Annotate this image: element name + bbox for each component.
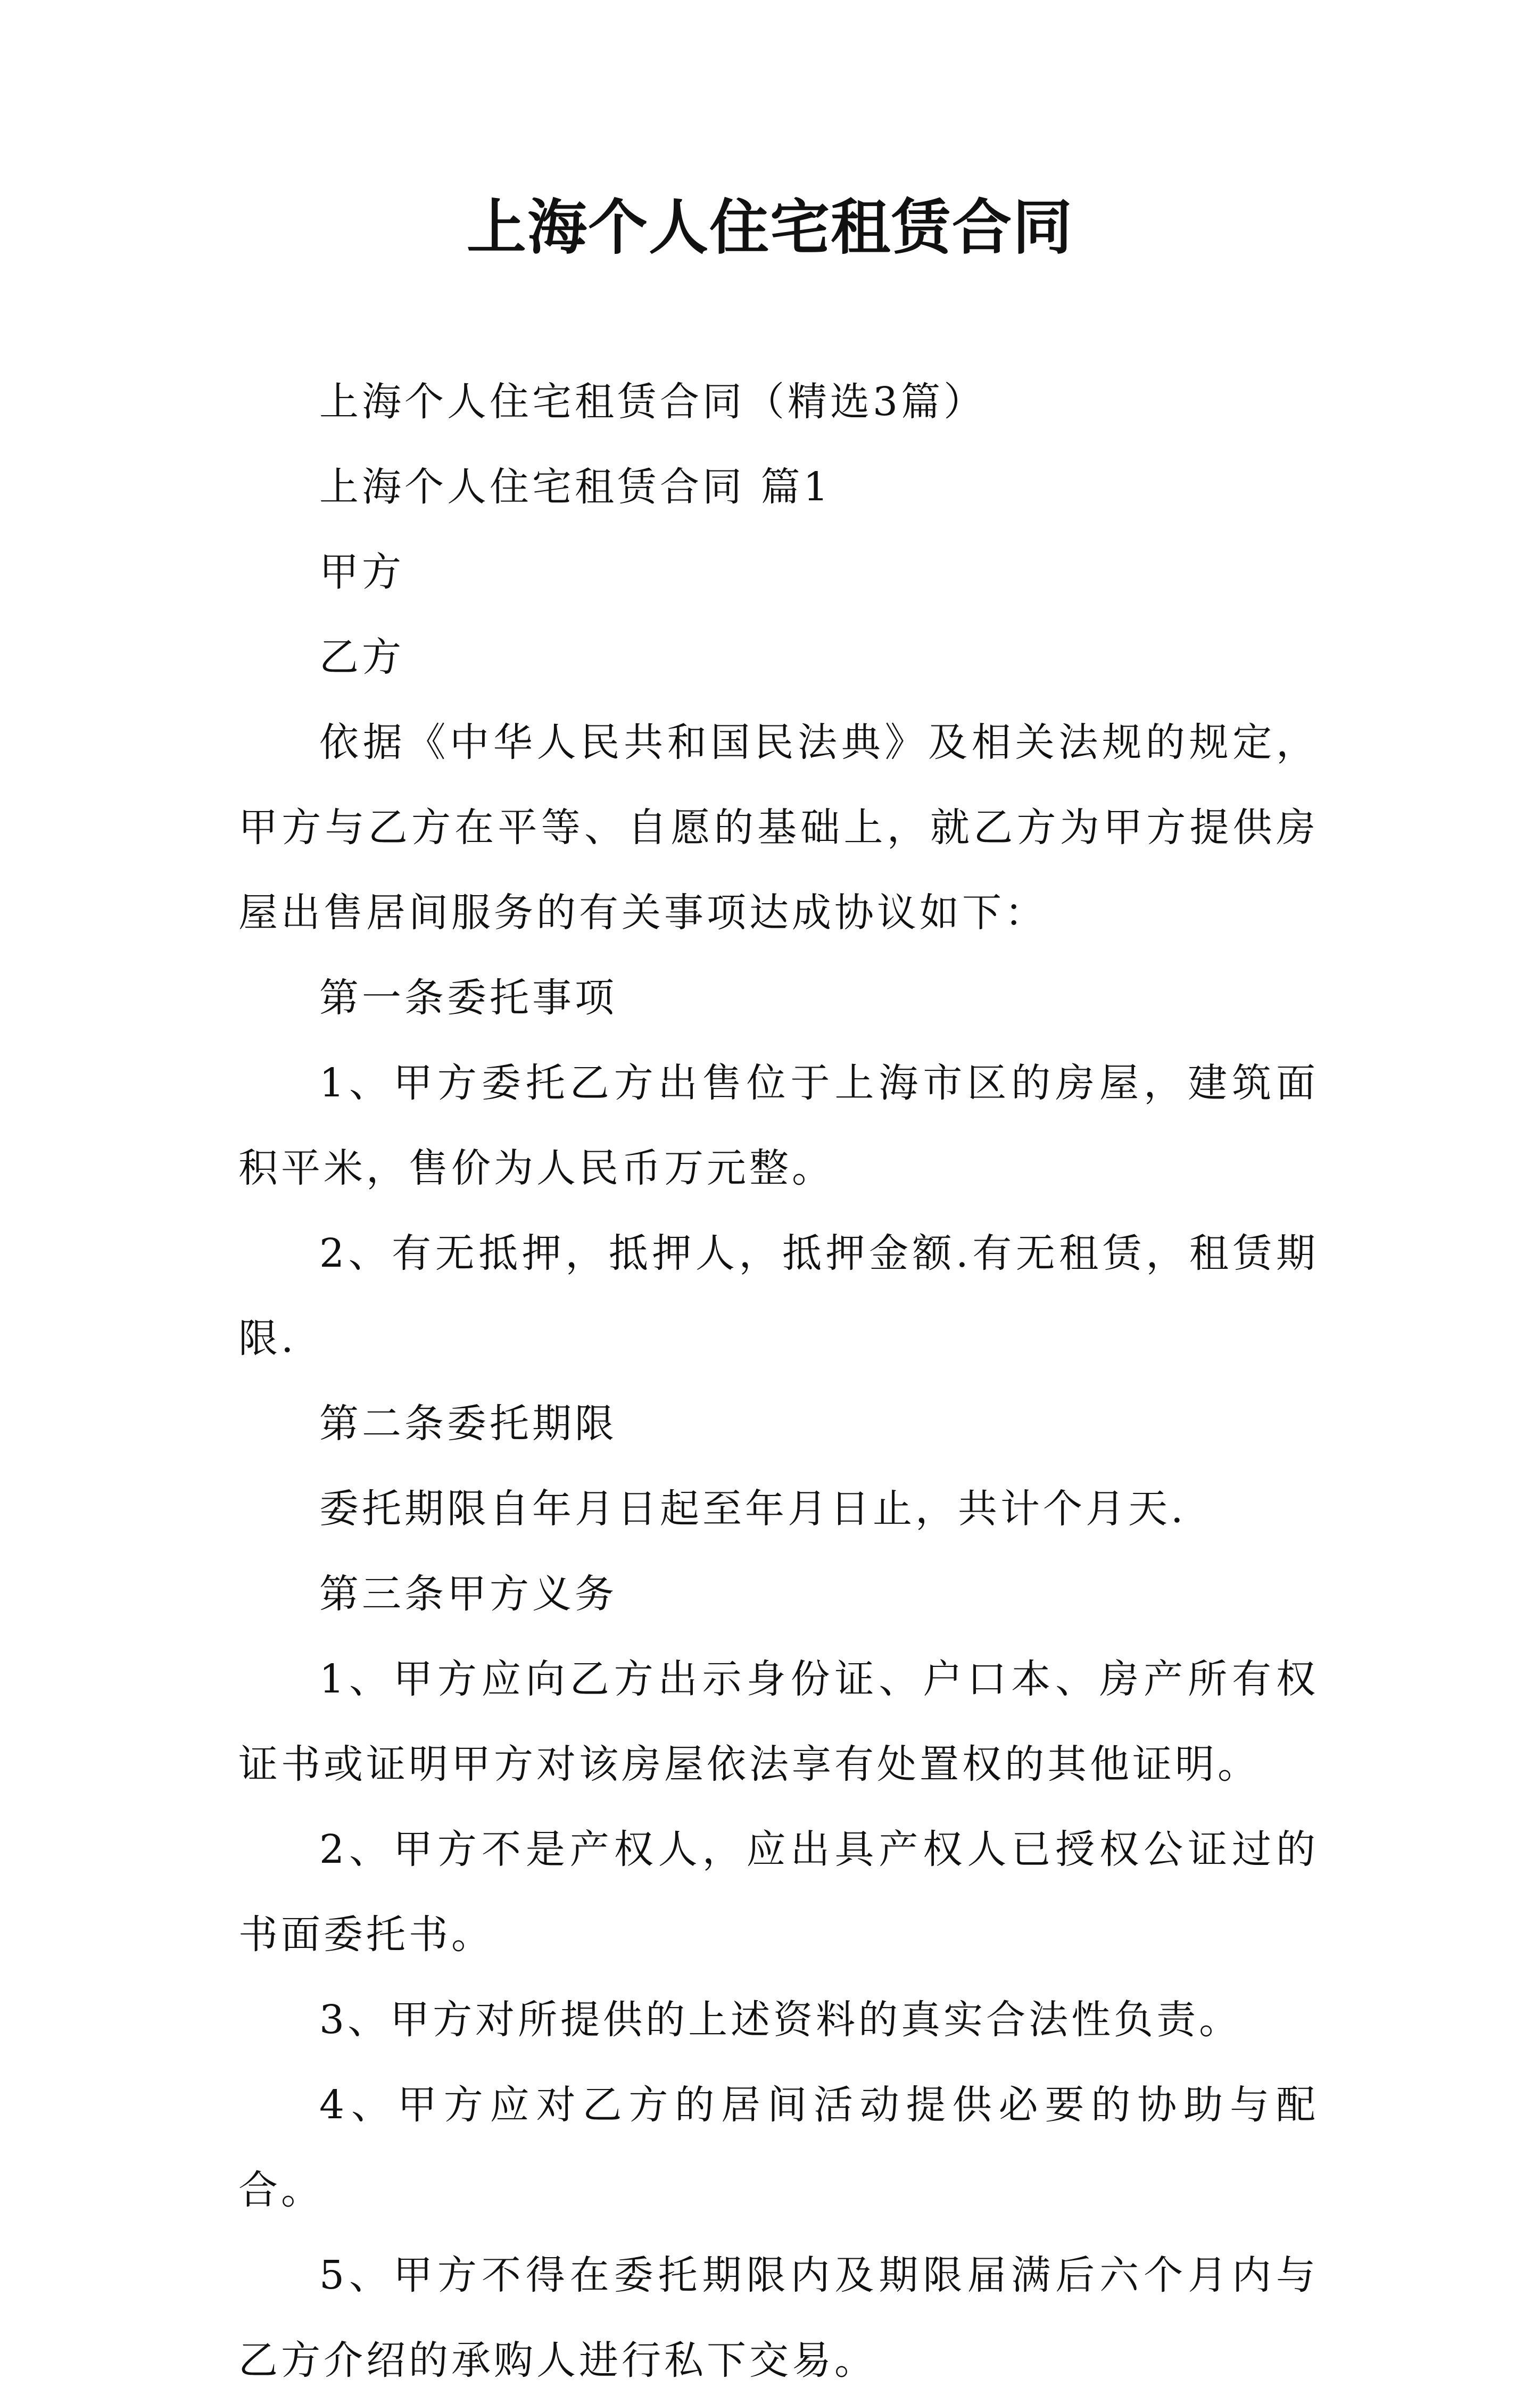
paragraph: 2、甲方不是产权人，应出具产权人已授权公证过的书面委托书。 — [238, 1827, 1319, 1958]
paragraph: 2、有无抵押，抵押人，抵押金额.有无租赁，租赁期限. — [238, 1231, 1319, 1361]
paragraph: 委托期限自年月日起至年月日止，共计个月天. — [319, 1486, 1187, 1532]
paragraph: 上海个人住宅租赁合同 篇1 — [319, 464, 832, 510]
paragraph: 第二条委托期限 — [319, 1401, 617, 1447]
paragraph: 依据《中华人民共和国民法典》及相关法规的规定，甲方与乙方在平等、自愿的基础上，就乙方为甲方提供房屋出售居间服务的有关事项达成协议如下： — [238, 720, 1319, 936]
paragraph: 上海个人住宅租赁合同（精选3篇） — [319, 379, 987, 425]
paragraph: 3、甲方对所提供的上述资料的真实合法性负责。 — [319, 1997, 1242, 2043]
paragraph: 4、甲方应对乙方的居间活动提供必要的协助与配合。 — [238, 2082, 1319, 2213]
paragraph: 1、甲方委托乙方出售位于上海市区的房屋，建筑面积平米，售价为人民币万元整。 — [238, 1060, 1319, 1191]
document-title: 上海个人住宅租赁合同 — [467, 193, 1073, 262]
paragraph: 第一条委托事项 — [319, 975, 617, 1021]
paragraph: 第三条甲方义务 — [319, 1571, 617, 1617]
paragraph: 乙方 — [319, 634, 404, 680]
document-body — [238, 359, 1319, 2403]
paragraph: 甲方 — [319, 549, 404, 595]
paragraph: 5、甲方不得在委托期限内及期限届满后六个月内与乙方介绍的承购人进行私下交易。 — [238, 2252, 1319, 2383]
paragraph: 1、甲方应向乙方出示身份证、户口本、房产所有权证书或证明甲方对该房屋依法享有处置权的其他证明。 — [238, 1656, 1319, 1787]
